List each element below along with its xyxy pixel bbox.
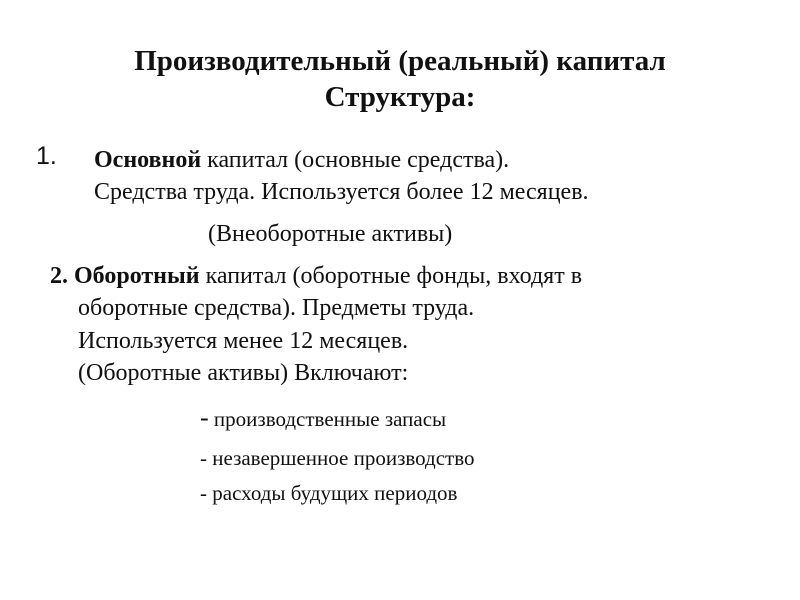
item2-line1 — [50, 262, 582, 290]
item2-line1-text: капитал (оборотные фонды, входят в — [199, 263, 583, 289]
list-item-text: незавершенное производство — [207, 446, 475, 470]
item2-bold-term: Оборотный — [74, 263, 200, 289]
list-item-dash: - — [200, 481, 207, 505]
list-item-dash: - — [200, 403, 209, 432]
item2-line2: оборотные средства). Предметы труда. — [78, 295, 475, 321]
list-item-text: расходы будущих периодов — [207, 481, 458, 505]
item1-line1-text: капитал (основные средства). — [201, 147, 510, 173]
item1-line3: (Внеоборотные активы) — [208, 221, 453, 247]
item2-number: 2. — [50, 263, 68, 289]
slide-title: Производительный (реальный) капитал — [134, 45, 666, 77]
list-item-dash: - — [200, 446, 207, 470]
list-item-text: производственные запасы — [208, 407, 447, 431]
item1-number: 1. — [36, 142, 57, 170]
item1-line1 — [94, 146, 509, 174]
slide-subtitle: Структура: — [324, 81, 476, 113]
list-item — [200, 481, 457, 505]
item2-line3: Используется менее 12 месяцев. — [78, 328, 409, 354]
item2-line4: (Оборотные активы) Включают: — [78, 360, 409, 386]
list-item — [200, 446, 474, 470]
item1-line2: Средства труда. Используется более 12 месяцев. — [94, 179, 589, 205]
list-item — [200, 403, 447, 432]
item1-bold-term: Основной — [94, 147, 202, 173]
